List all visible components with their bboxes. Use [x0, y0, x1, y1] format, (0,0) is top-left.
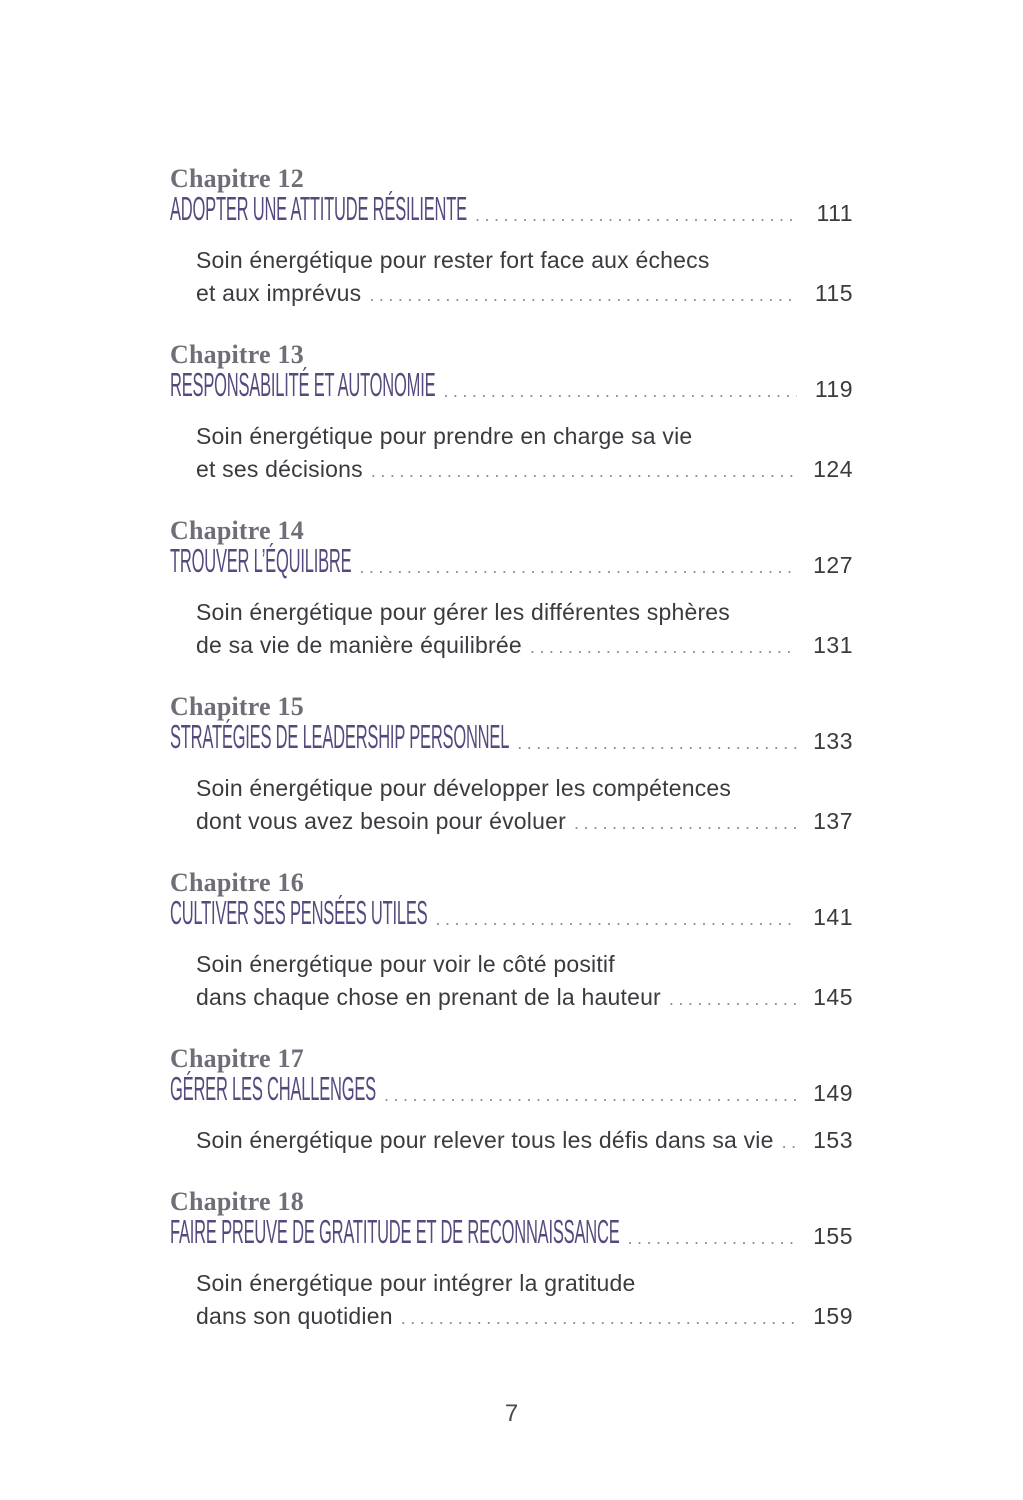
dot-leader — [359, 557, 797, 578]
toc-entry-chapitre-14 — [170, 516, 853, 662]
sub-page-number: 145 — [813, 984, 853, 1010]
chapter-label: Chapitre 18 — [170, 1187, 304, 1216]
sub-entry-row — [196, 1300, 853, 1333]
chapter-label: Chapitre 14 — [170, 516, 304, 545]
dot-leader — [384, 1085, 797, 1106]
page-folio-number: 7 — [504, 1400, 519, 1427]
dot-leader — [369, 285, 797, 306]
sub-entry-line: dont vous avez besoin pour évoluer — [196, 808, 566, 834]
chapter-page-number: 141 — [813, 904, 853, 930]
chapter-title: CULTIVER SES PENSÉES UTILES — [170, 896, 428, 932]
table-of-contents — [170, 164, 853, 1363]
sub-page-number: 124 — [813, 456, 853, 482]
dot-leader — [435, 909, 797, 930]
dot-leader — [669, 989, 797, 1010]
dot-leader — [371, 461, 797, 482]
chapter-page-number: 149 — [813, 1080, 853, 1106]
chapter-title-row — [170, 368, 853, 410]
toc-entry-chapitre-12 — [170, 164, 853, 310]
sub-entry-line: Soin énergétique pour développer les compétences — [196, 775, 732, 801]
chapter-title-row — [170, 896, 853, 938]
chapter-label: Chapitre 12 — [170, 164, 304, 193]
dot-leader — [628, 1228, 797, 1249]
chapter-page-number: 127 — [813, 552, 853, 578]
dot-leader — [574, 813, 797, 834]
sub-entry — [196, 420, 853, 486]
chapter-title-row — [170, 544, 853, 586]
chapter-page-number: 133 — [813, 728, 853, 754]
sub-entry-row — [196, 805, 853, 838]
sub-entry-line: de sa vie de manière équilibrée — [196, 632, 522, 658]
toc-entry-chapitre-16 — [170, 868, 853, 1014]
chapter-title-row — [170, 192, 853, 234]
sub-entry-line: dans chaque chose en prenant de la hauteur — [196, 984, 661, 1010]
dot-leader — [517, 733, 797, 754]
toc-entry-chapitre-17 — [170, 1044, 853, 1157]
sub-page-number: 153 — [813, 1127, 853, 1153]
sub-entry — [196, 948, 853, 1014]
chapter-label: Chapitre 16 — [170, 868, 304, 897]
dot-leader — [530, 637, 797, 658]
chapter-page-number: 111 — [816, 200, 853, 226]
sub-entry-row — [196, 277, 853, 310]
chapter-label: Chapitre 17 — [170, 1044, 304, 1073]
sub-page-number: 159 — [813, 1303, 853, 1329]
sub-entry-row — [196, 629, 853, 662]
sub-entry-line: et ses décisions — [196, 456, 363, 482]
sub-entry-row — [196, 1124, 853, 1157]
toc-entry-chapitre-18 — [170, 1187, 853, 1333]
sub-entry-line: Soin énergétique pour relever tous les défis dans sa vie — [196, 1127, 774, 1153]
sub-page-number: 131 — [813, 632, 853, 658]
dot-leader — [401, 1308, 797, 1329]
sub-entry-line: Soin énergétique pour prendre en charge sa vie — [196, 423, 693, 449]
sub-entry-line: Soin énergétique pour intégrer la gratitude — [196, 1270, 636, 1296]
sub-entry — [196, 596, 853, 662]
sub-entry-line: dans son quotidien — [196, 1303, 393, 1329]
chapter-page-number: 155 — [813, 1223, 853, 1249]
sub-page-number: 137 — [813, 808, 853, 834]
chapter-title: RESPONSABILITÉ ET AUTONOMIE — [170, 368, 436, 404]
sub-entry-row — [196, 981, 853, 1014]
sub-entry — [196, 772, 853, 838]
toc-entry-chapitre-13 — [170, 340, 853, 486]
chapter-title: STRATÉGIES DE LEADERSHIP PERSONNEL — [170, 720, 510, 756]
sub-entry-line: Soin énergétique pour rester fort face aux échecs — [196, 247, 710, 273]
sub-entry-line: Soin énergétique pour gérer les différentes sphères — [196, 599, 731, 625]
chapter-title: GÉRER LES CHALLENGES — [170, 1072, 376, 1108]
chapter-label: Chapitre 13 — [170, 340, 304, 369]
dot-leader — [475, 205, 797, 226]
chapter-title: ADOPTER UNE ATTITUDE RÉSILIENTE — [170, 192, 467, 228]
chapter-title-row — [170, 720, 853, 762]
chapter-label: Chapitre 15 — [170, 692, 304, 721]
chapter-title: TROUVER L’ÉQUILIBRE — [170, 544, 352, 580]
sub-entry — [196, 244, 853, 310]
sub-entry — [196, 1124, 853, 1157]
dot-leader — [443, 381, 797, 402]
sub-entry — [196, 1267, 853, 1333]
toc-entry-chapitre-15 — [170, 692, 853, 838]
chapter-title-row — [170, 1072, 853, 1114]
sub-page-number: 115 — [814, 280, 853, 306]
chapter-page-number: 119 — [814, 376, 853, 402]
sub-entry-line: et aux imprévus — [196, 280, 362, 306]
chapter-title: FAIRE PREUVE DE GRATITUDE ET DE RECONNAISSANCE — [170, 1215, 620, 1251]
sub-entry-row — [196, 453, 853, 486]
chapter-title-row — [170, 1215, 853, 1257]
dot-leader — [782, 1132, 797, 1153]
sub-entry-line: Soin énergétique pour voir le côté positif — [196, 951, 615, 977]
